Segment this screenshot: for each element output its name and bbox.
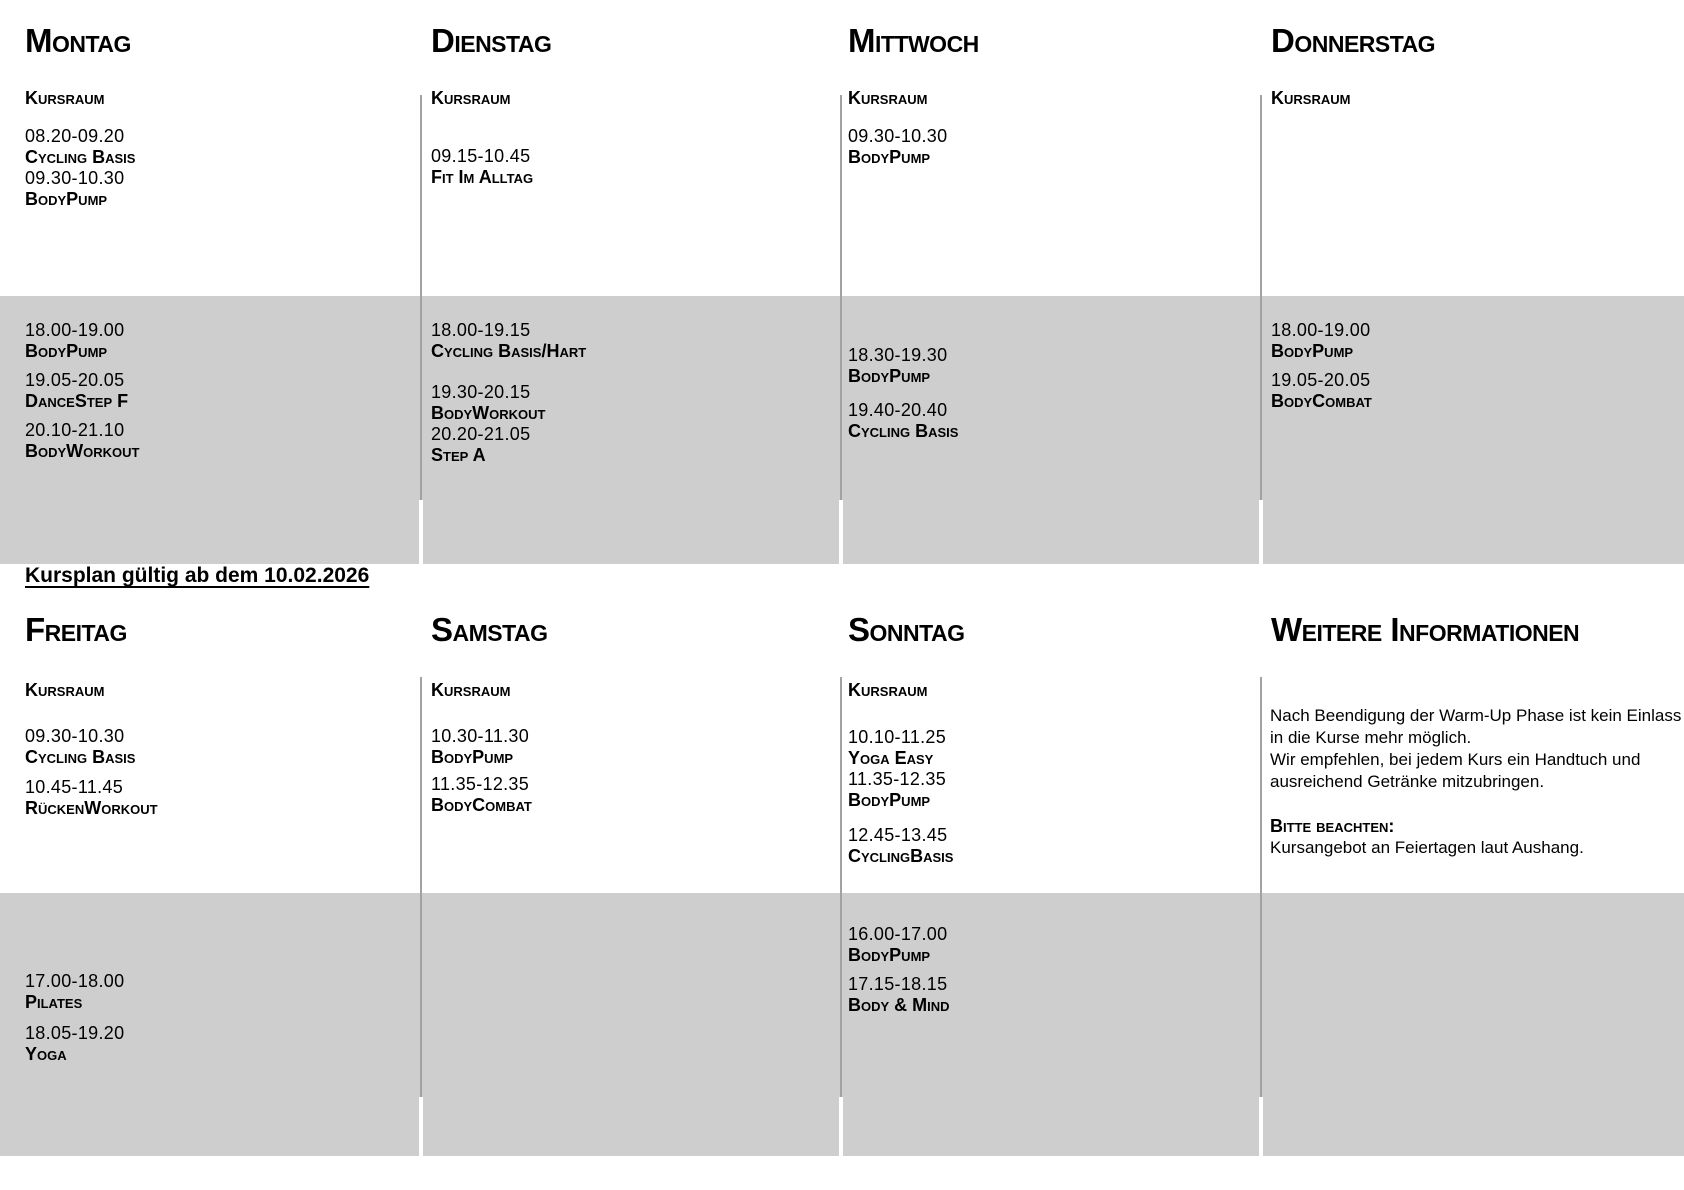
- class-entry: [25, 370, 140, 412]
- class-name: BodyPump: [848, 147, 931, 167]
- class-time: 18.05-19.20: [25, 1023, 125, 1043]
- shaded-strip-cell: [1263, 1097, 1684, 1156]
- notice-text: Kursangebot an Feiertagen laut Aushang.: [1270, 838, 1584, 857]
- class-entry: [25, 168, 135, 210]
- class-name: BodyPump: [848, 366, 931, 386]
- class-entry: [848, 345, 958, 387]
- class-name: Body & Mind: [848, 995, 950, 1015]
- class-name: Pilates: [25, 992, 83, 1012]
- validity-note: Kursplan gültig ab dem 10.02.2026: [25, 564, 370, 587]
- class-time: 19.30-20.15: [431, 382, 531, 402]
- class-entry: [431, 382, 586, 424]
- class-entry: [431, 726, 532, 768]
- montag-morning-classes: [25, 126, 135, 210]
- room-label: Kursraum: [848, 680, 928, 700]
- day-title-donnerstag: Donnerstag: [1271, 22, 1436, 59]
- shaded-strip-cell: [1263, 500, 1684, 564]
- class-name: Cycling Basis: [25, 147, 136, 167]
- class-name: BodyCombat: [431, 795, 532, 815]
- day-title-sonntag: Sonntag: [848, 611, 965, 648]
- class-time: 08.20-09.20: [25, 126, 125, 146]
- column-divider-line: [840, 677, 842, 1097]
- class-entry: [848, 825, 953, 867]
- sonntag-evening-classes: [848, 924, 950, 1016]
- class-entry: [848, 974, 950, 1016]
- shaded-strip-cell: [843, 1097, 1259, 1156]
- room-label: Kursraum: [1271, 88, 1351, 108]
- class-entry: [431, 146, 533, 188]
- class-time: 09.30-10.30: [848, 126, 948, 146]
- class-time: 17.00-18.00: [25, 971, 125, 991]
- shaded-strip-cell: [423, 500, 839, 564]
- class-name: Yoga: [25, 1044, 67, 1064]
- class-name: Step A: [431, 445, 486, 465]
- shaded-strip-cell: [0, 1097, 419, 1156]
- class-name: BodyPump: [25, 341, 108, 361]
- class-name: BodyPump: [431, 747, 514, 767]
- class-time: 18.00-19.00: [1271, 320, 1371, 340]
- class-time: 18.00-19.00: [25, 320, 125, 340]
- class-time: 11.35-12.35: [431, 774, 530, 794]
- class-name: BodyPump: [1271, 341, 1354, 361]
- info-line: in die Kurse mehr möglich.: [1270, 728, 1472, 747]
- class-name: BodyPump: [848, 945, 931, 965]
- class-time: 18.00-19.15: [431, 320, 531, 340]
- class-entry: [848, 400, 958, 442]
- class-name: Yoga Easy: [848, 748, 934, 768]
- class-entry: [848, 126, 947, 168]
- dienstag-morning-classes: [431, 146, 533, 188]
- class-time: 11.35-12.35: [848, 769, 947, 789]
- class-time: 16.00-17.00: [848, 924, 948, 944]
- day-title-montag: Montag: [25, 22, 131, 59]
- shaded-strip-cell: [423, 1097, 839, 1156]
- info-line: Wir empfehlen, bei jedem Kurs ein Handtuch und: [1270, 750, 1641, 769]
- freitag-evening-classes: [25, 971, 124, 1065]
- class-entry: [25, 1023, 124, 1065]
- donnerstag-evening-classes: [1271, 320, 1372, 412]
- info-line: ausreichend Getränke mitzubringen.: [1270, 772, 1545, 791]
- class-name: CyclingBasis: [848, 846, 954, 866]
- class-time: 19.40-20.40: [848, 400, 948, 420]
- class-name: DanceStep F: [25, 391, 129, 411]
- class-time: 10.10-11.25: [848, 727, 947, 747]
- day-title-samstag: Samstag: [431, 611, 548, 648]
- class-entry: [25, 726, 158, 768]
- class-name: BodyWorkout: [25, 441, 140, 461]
- column-divider-line: [420, 677, 422, 1097]
- class-entry: [25, 320, 140, 362]
- class-name: RückenWorkout: [25, 798, 158, 818]
- sonntag-morning-classes: [848, 727, 953, 867]
- class-name: BodyWorkout: [431, 403, 546, 423]
- montag-evening-classes: [25, 320, 140, 462]
- day-title-dienstag: Dienstag: [431, 22, 552, 59]
- room-label: Kursraum: [431, 88, 511, 108]
- class-time: 19.05-20.05: [1271, 370, 1371, 390]
- room-label: Kursraum: [25, 680, 105, 700]
- shaded-strip-cell: [843, 500, 1259, 564]
- room-label: Kursraum: [848, 88, 928, 108]
- room-label: Kursraum: [25, 88, 105, 108]
- class-name: BodyCombat: [1271, 391, 1372, 411]
- freitag-morning-classes: [25, 726, 158, 819]
- day-title-mittwoch: Mittwoch: [848, 22, 979, 59]
- evening-shaded-band-bottom: [0, 893, 1684, 1097]
- class-name: BodyPump: [25, 189, 108, 209]
- class-entry: [431, 424, 586, 466]
- notice-label: Bitte beachten:: [1270, 816, 1395, 836]
- class-time: 20.10-21.10: [25, 420, 125, 440]
- class-entry: [848, 727, 953, 769]
- class-entry: [25, 420, 140, 462]
- class-entry: [1271, 320, 1372, 362]
- class-name: BodyPump: [848, 790, 931, 810]
- class-entry: [848, 924, 950, 966]
- class-entry: [25, 126, 135, 168]
- info-text-block: [1270, 705, 1681, 859]
- class-time: 19.05-20.05: [25, 370, 125, 390]
- class-name: Cycling Basis/Hart: [431, 341, 587, 361]
- column-divider-line: [840, 95, 842, 500]
- column-divider-line: [1260, 677, 1262, 1097]
- shaded-strip-cell: [0, 500, 419, 564]
- room-label: Kursraum: [431, 680, 511, 700]
- class-entry: [1271, 370, 1372, 412]
- class-time: 10.30-11.30: [431, 726, 530, 746]
- class-entry: [431, 320, 586, 362]
- class-time: 09.30-10.30: [25, 168, 125, 188]
- class-entry: [25, 971, 124, 1013]
- class-name: Fit Im Alltag: [431, 167, 534, 187]
- mittwoch-morning-classes: [848, 126, 947, 168]
- class-time: 17.15-18.15: [848, 974, 948, 994]
- class-name: Cycling Basis: [848, 421, 959, 441]
- class-time: 18.30-19.30: [848, 345, 948, 365]
- mittwoch-evening-classes: [848, 345, 958, 442]
- samstag-morning-classes: [431, 726, 532, 816]
- class-time: 10.45-11.45: [25, 777, 124, 797]
- class-entry: [431, 774, 532, 816]
- class-name: Cycling Basis: [25, 747, 136, 767]
- column-divider-line: [1260, 95, 1262, 500]
- dienstag-evening-classes: [431, 320, 586, 466]
- class-entry: [848, 769, 953, 811]
- info-title: Weitere Informationen: [1271, 611, 1580, 648]
- evening-shaded-band-top: [0, 296, 1684, 500]
- day-title-freitag: Freitag: [25, 611, 127, 648]
- class-time: 12.45-13.45: [848, 825, 948, 845]
- class-time: 09.15-10.45: [431, 146, 531, 166]
- column-divider-line: [420, 95, 422, 500]
- class-time: 20.20-21.05: [431, 424, 531, 444]
- info-line: Nach Beendigung der Warm-Up Phase ist kein Einlass: [1270, 706, 1682, 725]
- class-time: 09.30-10.30: [25, 726, 125, 746]
- class-entry: [25, 777, 158, 819]
